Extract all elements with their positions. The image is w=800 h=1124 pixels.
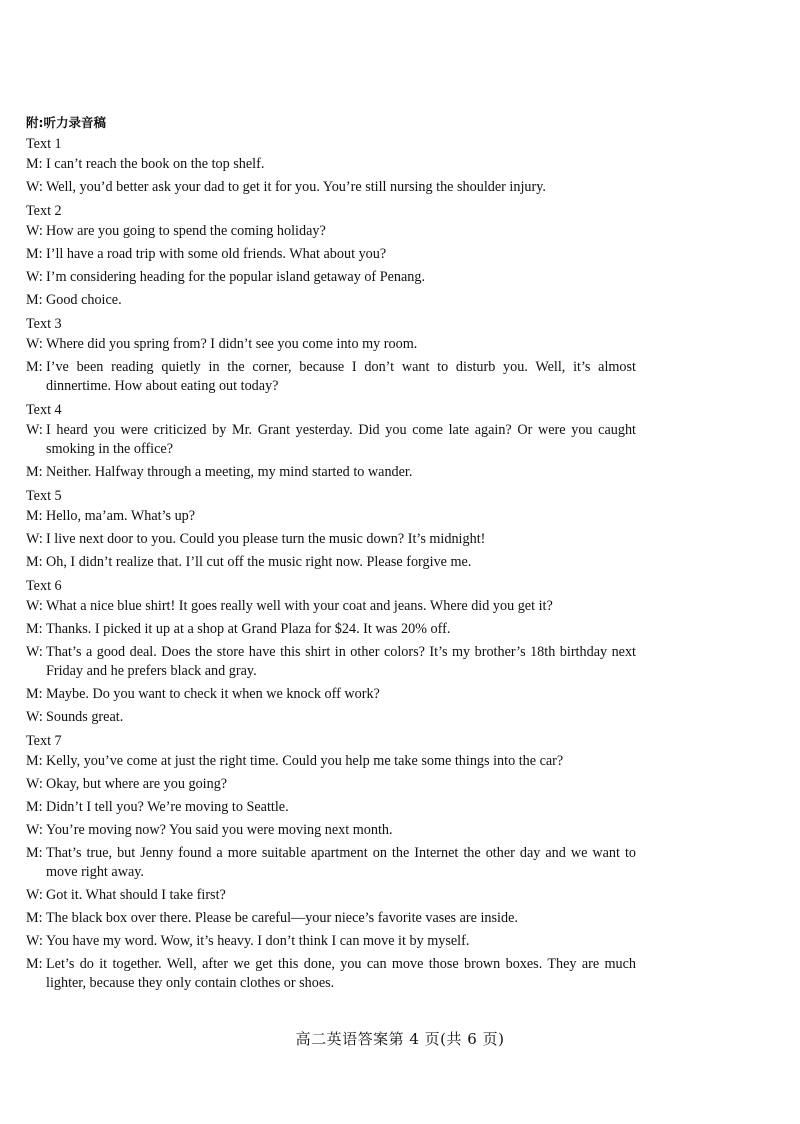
dialogue-line xyxy=(26,358,636,396)
utterance-text: You have my word. Wow, it’s heavy. I don’t think I can move it by myself. xyxy=(46,933,470,949)
speaker-label: M: xyxy=(26,910,43,926)
speaker-label: M: xyxy=(26,359,43,375)
speaker-label: M: xyxy=(26,621,43,637)
speaker-label: W: xyxy=(26,933,43,949)
listening-transcript xyxy=(26,112,636,997)
speaker-label: M: xyxy=(26,246,43,262)
dialogue-line xyxy=(26,643,636,681)
speaker-label: M: xyxy=(26,554,43,570)
text-heading: Text 3 xyxy=(26,316,62,332)
dialogue-line xyxy=(26,463,636,482)
utterance-text: Sounds great. xyxy=(46,709,124,725)
utterance-text: Okay, but where are you going? xyxy=(46,776,228,792)
dialogue-line xyxy=(26,955,636,993)
utterance-text: Maybe. Do you want to check it when we knock off work? xyxy=(46,686,380,702)
transcript-section xyxy=(26,731,636,993)
dialogue-line xyxy=(26,932,636,951)
utterance-text: Thanks. I picked it up at a shop at Grand Plaza for $24. It was 20% off. xyxy=(46,621,451,637)
speaker-label: W: xyxy=(26,776,43,792)
speaker-label: W: xyxy=(26,709,43,725)
text-heading: Text 1 xyxy=(26,136,62,152)
utterance-text: I live next door to you. Could you please turn the music down? It’s midnight! xyxy=(46,531,486,547)
speaker-label: M: xyxy=(26,292,43,308)
speaker-label: W: xyxy=(26,269,43,285)
speaker-label: M: xyxy=(26,686,43,702)
text-heading: Text 7 xyxy=(26,733,62,749)
utterance-text: I’ll have a road trip with some old friends. What about you? xyxy=(46,246,387,262)
text-heading: Text 4 xyxy=(26,402,62,418)
utterance-text: Got it. What should I take first? xyxy=(46,887,226,903)
utterance-text: Hello, ma’am. What’s up? xyxy=(46,508,196,524)
transcript-section xyxy=(26,400,636,482)
dialogue-line xyxy=(26,886,636,905)
transcript-section xyxy=(26,201,636,310)
dialogue-line xyxy=(26,245,636,264)
utterance-text: How are you going to spend the coming holiday? xyxy=(46,223,326,239)
dialogue-line xyxy=(26,798,636,817)
transcript-section xyxy=(26,134,636,197)
speaker-label: W: xyxy=(26,179,43,195)
text-heading: Text 2 xyxy=(26,203,62,219)
utterance-text: That’s a good deal. Does the store have this shirt in other colors? It’s my brother’s 18th birthday next Friday and he prefers black and gray. xyxy=(46,644,636,679)
dialogue-line xyxy=(26,553,636,572)
utterance-text: Oh, I didn’t realize that. I’ll cut off the music right now. Please forgive me. xyxy=(46,554,472,570)
dialogue-line xyxy=(26,421,636,459)
speaker-label: W: xyxy=(26,531,43,547)
speaker-label: M: xyxy=(26,956,43,972)
dialogue-line xyxy=(26,530,636,549)
transcript-section xyxy=(26,576,636,727)
utterance-text: Kelly, you’ve come at just the right time. Could you help me take some things into the car? xyxy=(46,753,564,769)
dialogue-line xyxy=(26,909,636,928)
dialogue-line xyxy=(26,178,636,197)
dialogue-line xyxy=(26,844,636,882)
speaker-label: W: xyxy=(26,422,43,438)
transcript-section xyxy=(26,486,636,572)
utterance-text: Let’s do it together. Well, after we get this done, you can move those brown boxes. They are much lighter, because they only contain clothes or shoes. xyxy=(46,956,636,991)
utterance-text: Well, you’d better ask your dad to get it for you. You’re still nursing the shoulder injury. xyxy=(46,179,546,195)
speaker-label: W: xyxy=(26,598,43,614)
utterance-text: You’re moving now? You said you were moving next month. xyxy=(46,822,393,838)
utterance-text: That’s true, but Jenny found a more suitable apartment on the Internet the other day and we want to move right away. xyxy=(46,845,636,880)
dialogue-line xyxy=(26,775,636,794)
utterance-text: Neither. Halfway through a meeting, my mind started to wander. xyxy=(46,464,413,480)
utterance-text: I heard you were criticized by Mr. Grant yesterday. Did you come late again? Or were you caught smoking in the office? xyxy=(46,422,636,457)
speaker-label: W: xyxy=(26,822,43,838)
dialogue-line xyxy=(26,752,636,771)
dialogue-line xyxy=(26,291,636,310)
page-footer: 高二英语答案第 4 页(共 6 页) xyxy=(295,1030,505,1048)
text-heading: Text 6 xyxy=(26,578,62,594)
speaker-label: W: xyxy=(26,644,43,660)
speaker-label: W: xyxy=(26,336,43,352)
dialogue-line xyxy=(26,597,636,616)
speaker-label: M: xyxy=(26,464,43,480)
speaker-label: M: xyxy=(26,508,43,524)
speaker-label: M: xyxy=(26,845,43,861)
dialogue-line xyxy=(26,821,636,840)
dialogue-line xyxy=(26,507,636,526)
speaker-label: W: xyxy=(26,223,43,239)
speaker-label: W: xyxy=(26,887,43,903)
appendix-title: 附:听力录音稿 xyxy=(26,115,106,130)
dialogue-line xyxy=(26,155,636,174)
utterance-text: Good choice. xyxy=(46,292,122,308)
utterance-text: What a nice blue shirt! It goes really well with your coat and jeans. Where did you get it? xyxy=(46,598,553,614)
dialogue-line xyxy=(26,335,636,354)
utterance-text: The black box over there. Please be careful—your niece’s favorite vases are inside. xyxy=(46,910,518,926)
dialogue-line xyxy=(26,222,636,241)
utterance-text: Where did you spring from? I didn’t see you come into my room. xyxy=(46,336,418,352)
transcript-section xyxy=(26,314,636,396)
utterance-text: Didn’t I tell you? We’re moving to Seattle. xyxy=(46,799,289,815)
utterance-text: I’m considering heading for the popular island getaway of Penang. xyxy=(46,269,426,285)
dialogue-line xyxy=(26,708,636,727)
utterance-text: I’ve been reading quietly in the corner, because I don’t want to disturb you. Well, it’s almost dinnertime. How about eating out today? xyxy=(46,359,636,394)
speaker-label: M: xyxy=(26,753,43,769)
utterance-text: I can’t reach the book on the top shelf. xyxy=(46,156,265,172)
dialogue-line xyxy=(26,685,636,704)
speaker-label: M: xyxy=(26,799,43,815)
dialogue-line xyxy=(26,620,636,639)
transcript-sections xyxy=(26,134,636,993)
text-heading: Text 5 xyxy=(26,488,62,504)
dialogue-line xyxy=(26,268,636,287)
speaker-label: M: xyxy=(26,156,43,172)
